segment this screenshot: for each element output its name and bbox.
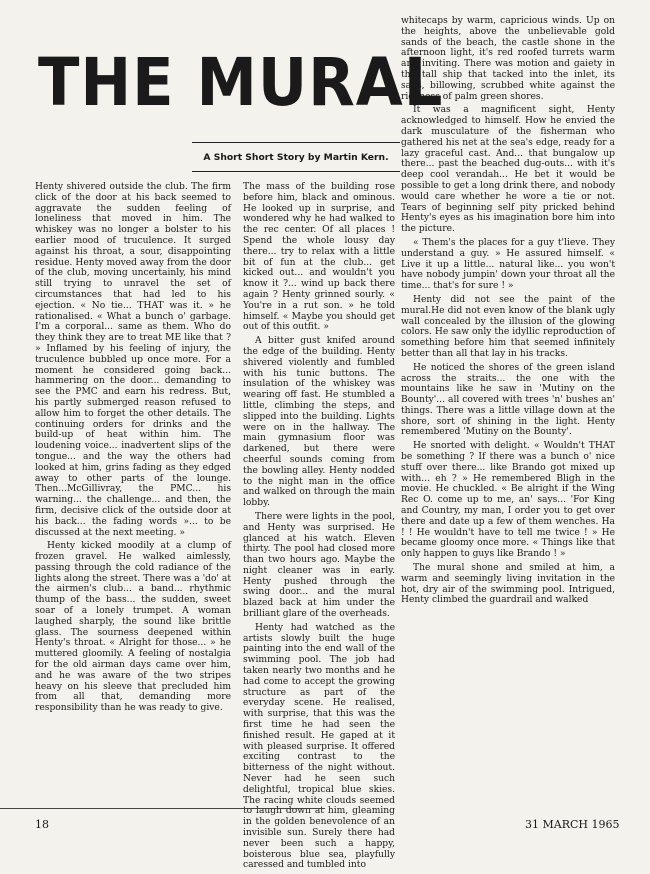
paragraph: He snorted with delight. « Wouldn't THAT be something ? If there was a bunch o' nice stuff over there... like Brando got mixed up with... eh ? » He remembered Bligh in the movie. He chuckled. « Be alright if the Wing Rec O. come up to me, an' says... 'For King and Country, my man, I order you to get over there and date up a few of them wenches. Ha ! ! He wouldn't have to tell me twice ! » He became gloomy once more. « Things like that only happen to guys like Brando ! » [401, 441, 615, 560]
issue-date: 31 MARCH 1965 [525, 818, 620, 831]
footer-rule [0, 808, 325, 809]
paragraph: It was a magnificent sight, Henty acknowledged to himself. How he envied the dark musculature of the fisherman who gathered his net at the sea's edge, ready for a lazy graceful cast. And... that bungalow up there... past the beached dug-outs... with it's deep cool verandah... He bet it would be possible to get a long drink there, and nobody would care whether he wore a tie or not. Tears of beginning self pity pricked behind Henty's eyes as his imagination bore him into the picture. [401, 105, 615, 235]
paragraph: The mass of the building rose before him, black and ominous. He looked up in surprise, and wondered why he had walked to the rec center. Of all places ! Spend the whole lousy day there... try to relax with a little bit of fun at the club... get kicked out... and wouldn't you know it ?... wind up back there again ? Henty grinned sourly. « You're in a rut son. » he told himself. « Maybe you should get out of this outfit. » [243, 182, 395, 333]
paragraph: A bitter gust knifed around the edge of the building. Henty shivered violently and fumbled with his tunic buttons. The insulation of the whiskey was wearing off fast. He stumbled a little, climbing the steps, and slipped into the building. Lights were on in the hallway. The main gymnasium floor was darkened, but there were cheerful sounds coming from the bowling alley. Henty nodded to the night man in the office and walked on through the main lobby. [243, 336, 395, 509]
paragraph: whitecaps by warm, capricious winds. Up on the heights, above the unbelievable gold sands of the beach, the castle shone in the afternoon light, it's red roofed turrets warm and inviting. There was motion and gaiety in the tall ship that tacked into the inlet, its sails, billowing, scrubbed white against the richness of palm green shores. [401, 16, 615, 102]
column-1 [35, 182, 231, 717]
paragraph: Henty shivered outside the club. The firm click of the door at his back seemed to aggravate the sudden feeling of loneliness that moved in him. The whiskey was no longer a bolster to his earlier mood of truculence. It surged against his throat, a sour, disappointing residue. Henty moved away from the door of the club, moving uncertainly, his mind still trying to unravel the set of circumstances that had led to his ejection. « No tie... THAT was it. » he rationalised. « What a bunch o' garbage. I'm a corporal... same as them. Who do they think they are to treat ME like that ? » Inflamed by his feeling of injury, the truculence bubbled up once more. For a moment he considered going back... hammering on the door... demanding to see the PMC and earn his redress. But, his partly submerged reason refused to allow him to forget the other details. The continuing orders for drinks and the build-up of heat within him. The loudening voice... inadvertent slips of the tongue... and the way the others had looked at him, grins fading as they edged away to other parts of the lounge. Then...McGillivray, the PMC... his warning... the challenge... and then, the firm, decisive click of the outside door at his back... the fading words »... to be discussed at the next meeting. » [35, 182, 231, 538]
paragraph: « Them's the places for a guy t'lieve. They understand a guy. » He assured himself. « Live it up a little... natural like... you won't have nobody jumpin' down your throat all the time... that's for sure ! » [401, 237, 615, 292]
paragraph: The mural shone and smiled at him, a warm and seemingly living invitation in the hot, dry air of the swimming pool. Intrigued, Henty climbed the guardrail and walked [401, 563, 615, 606]
paragraph: There were lights in the pool, and Henty was surprised. He glanced at his watch. Eleven thirty. The pool had closed more than two hours ago. Maybe the night cleaner was in early. Henty pushed through the swing door... and the mural blazed back at him under the brilliant glare of the overheads. [243, 511, 395, 620]
paragraph: Henty kicked moodily at a clump of frozen gravel. He walked aimlessly, passing through the cold radiance of the lights along the street. There was a 'do' at the airmen's club... a band... rhythmic thump of the bass... the sudden, sweet soar of a lonely trumpet. A woman laughed sharply, the sound like brittle glass. The sourness deepened within Henty's throat. « Alright for those... » he muttered gloomily. A feeling of nostalgia for the old airman days came over him, and he was aware of the two stripes heavy on his sleeve that precluded him from all that, demanding more responsibility than he was ready to give. [35, 541, 231, 714]
paragraph: Henty had watched as the artists slowly built the huge painting into the end wall of the swimming pool. The job had taken nearly two months and he had come to accept the growing structure as part of the everyday scene. He realised, with surprise, that this was the first time he had seen the finished result. He gaped at it with pleased surprise. It offered exciting contrast to the bitterness of the night without. Never had he seen such delightful, tropical blue skies. The racing white clouds seemed to laugh down at him, gleaming in the golden benevolence of an invisible sun. Surely there had never been such a happy, boisterous blue sea, playfully caressed and tumbled into [243, 622, 395, 871]
paragraph: He noticed the shores of the green island across the straits... the one with the mountains like he saw in 'Mutiny on the Bounty'... all covered with trees 'n' bushes an' things. There was a little village down at the shore, sort of shining in the light. Henty remembered 'Mutiny on the Bounty'. [401, 362, 615, 438]
paragraph: Henty did not see the paint of the mural.He did not even know of the blank ugly wall concealed by the illusion of the glowing colors. He saw only the idyllic reproduction of something before him that seemed infinitely better than all that lay in his tracks. [401, 294, 615, 359]
column-3 [401, 16, 615, 609]
page-number: 18 [35, 818, 49, 831]
column-2 [243, 182, 395, 874]
page-title: THE MURAL [38, 44, 444, 121]
byline: A Short Short Story by Martin Kern. [192, 142, 400, 172]
